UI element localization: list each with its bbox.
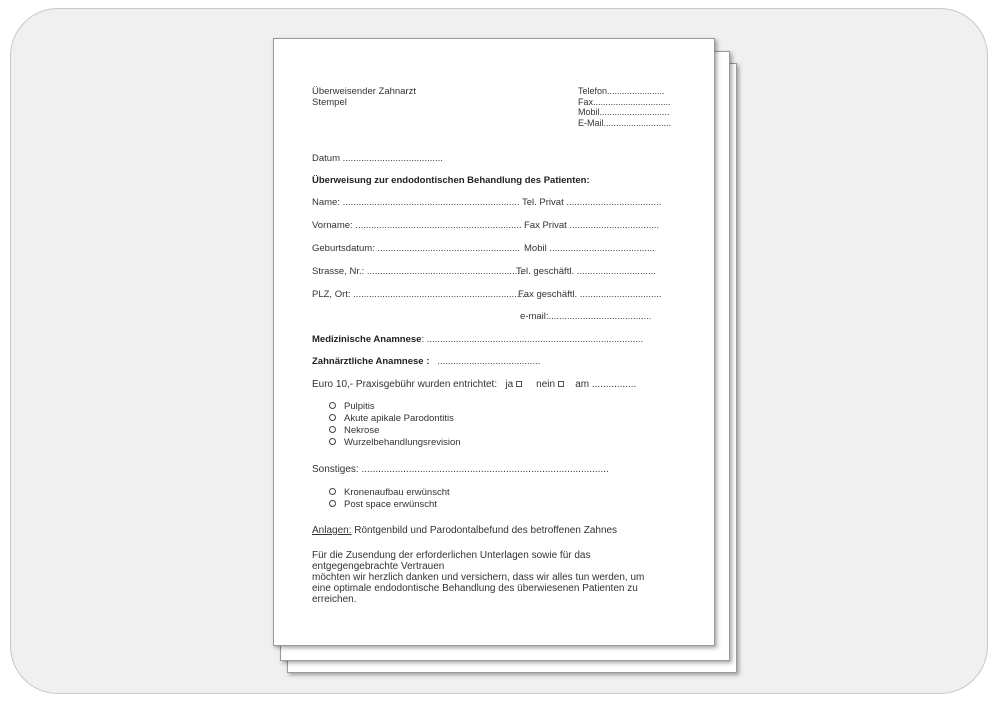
- strasse-field: Strasse, Nr.: ...........................................................: [312, 266, 523, 277]
- closing-line: entgegengebrachte Vertrauen: [312, 561, 445, 572]
- bullet-icon: [329, 438, 336, 445]
- name-field: Name: ...................................................................: [312, 197, 520, 208]
- list-item: Akute apikale Parodontitis: [329, 413, 461, 425]
- tel-geschaeft-field: Tel. geschäftl. ..............................: [516, 266, 656, 277]
- bullet-icon: [329, 414, 336, 421]
- medizinische-anamnese-label: Medizinische Anamnese: [312, 334, 422, 345]
- sonstiges-field: Sonstiges: .........................................................................................: [312, 464, 609, 475]
- telefon-field: Telefon.......................: [578, 86, 665, 96]
- list-item: Kronenaufbau erwünscht: [329, 487, 450, 499]
- fax-field: Fax...............................: [578, 96, 671, 107]
- list-item: Pulpitis: [329, 401, 461, 413]
- anlagen-text: Röntgenbild und Parodontalbefund des betroffenen Zahnes: [351, 525, 618, 536]
- zahnaerztliche-anamnese-dots: .......................................: [437, 356, 541, 367]
- am-field: am ................: [575, 379, 637, 390]
- fax-privat-field: Fax Privat ..................................: [524, 220, 660, 231]
- mobil-field: Mobil............................: [578, 107, 670, 117]
- form-title: Überweisung zur endodontischen Behandlung des Patienten:: [312, 175, 590, 186]
- anlagen-label: Anlagen:: [312, 525, 352, 536]
- bullet-icon: [329, 426, 336, 433]
- vorname-field: Vorname: ...............................................................: [312, 220, 522, 231]
- list-item: Nekrose: [329, 425, 461, 437]
- praxisgebuehr-text: Euro 10,- Praxisgebühr wurden entrichtet:: [312, 379, 498, 390]
- zahnaerztliche-anamnese-label: Zahnärztliche Anamnese :: [312, 356, 430, 367]
- referral-form-page: [273, 38, 715, 646]
- tel-privat-field: Tel. Privat ....................................: [522, 197, 662, 208]
- medizinische-anamnese-row: [312, 334, 643, 345]
- contact-block: [578, 86, 671, 128]
- extras-list: [329, 487, 450, 511]
- patient-email-field: e-mail:.......................................: [520, 311, 652, 322]
- stamp-label: Stempel: [312, 97, 347, 108]
- fax-geschaeft-field: Fax geschäftl. ...............................: [518, 289, 662, 300]
- list-item: Post space erwünscht: [329, 499, 450, 511]
- nein-checkbox-icon: [558, 381, 564, 387]
- bullet-icon: [329, 500, 336, 507]
- email-field: E-Mail...........................: [578, 117, 672, 128]
- bullet-icon: [329, 488, 336, 495]
- zahnaerztliche-anamnese-row: [312, 356, 540, 367]
- referrer-block: [312, 86, 416, 108]
- document-content: [274, 39, 714, 645]
- ja-label: ja: [505, 379, 514, 390]
- diagnosis-list: [329, 401, 461, 449]
- datum-field: Datum ......................................: [312, 153, 443, 164]
- anlagen-row: [312, 525, 617, 536]
- praxisgebuehr-row: [312, 379, 636, 390]
- nein-label: nein: [536, 379, 556, 390]
- medizinische-anamnese-dots: : ..................................................................................: [421, 334, 644, 345]
- mobil-private-field: Mobil ........................................: [524, 243, 655, 254]
- referrer-label: Überweisender Zahnarzt: [312, 86, 417, 97]
- closing-line: Für die Zusendung der erforderlichen Unterlagen sowie für das: [312, 550, 591, 561]
- closing-paragraph: [312, 550, 644, 605]
- closing-line: möchten wir herzlich danken und versichern, dass wir alles tun werden, um: [312, 572, 645, 583]
- plz-ort-field: PLZ, Ort: ..................................................................: [312, 289, 528, 300]
- bullet-icon: [329, 402, 336, 409]
- list-item: Wurzelbehandlungsrevision: [329, 437, 461, 449]
- geburtsdatum-field: Geburtsdatum: ......................................................: [312, 243, 521, 254]
- closing-line: erreichen.: [312, 594, 357, 605]
- ja-checkbox-icon: [516, 381, 522, 387]
- closing-line: eine optimale endodontische Behandlung des überwiesenen Patienten zu: [312, 583, 638, 594]
